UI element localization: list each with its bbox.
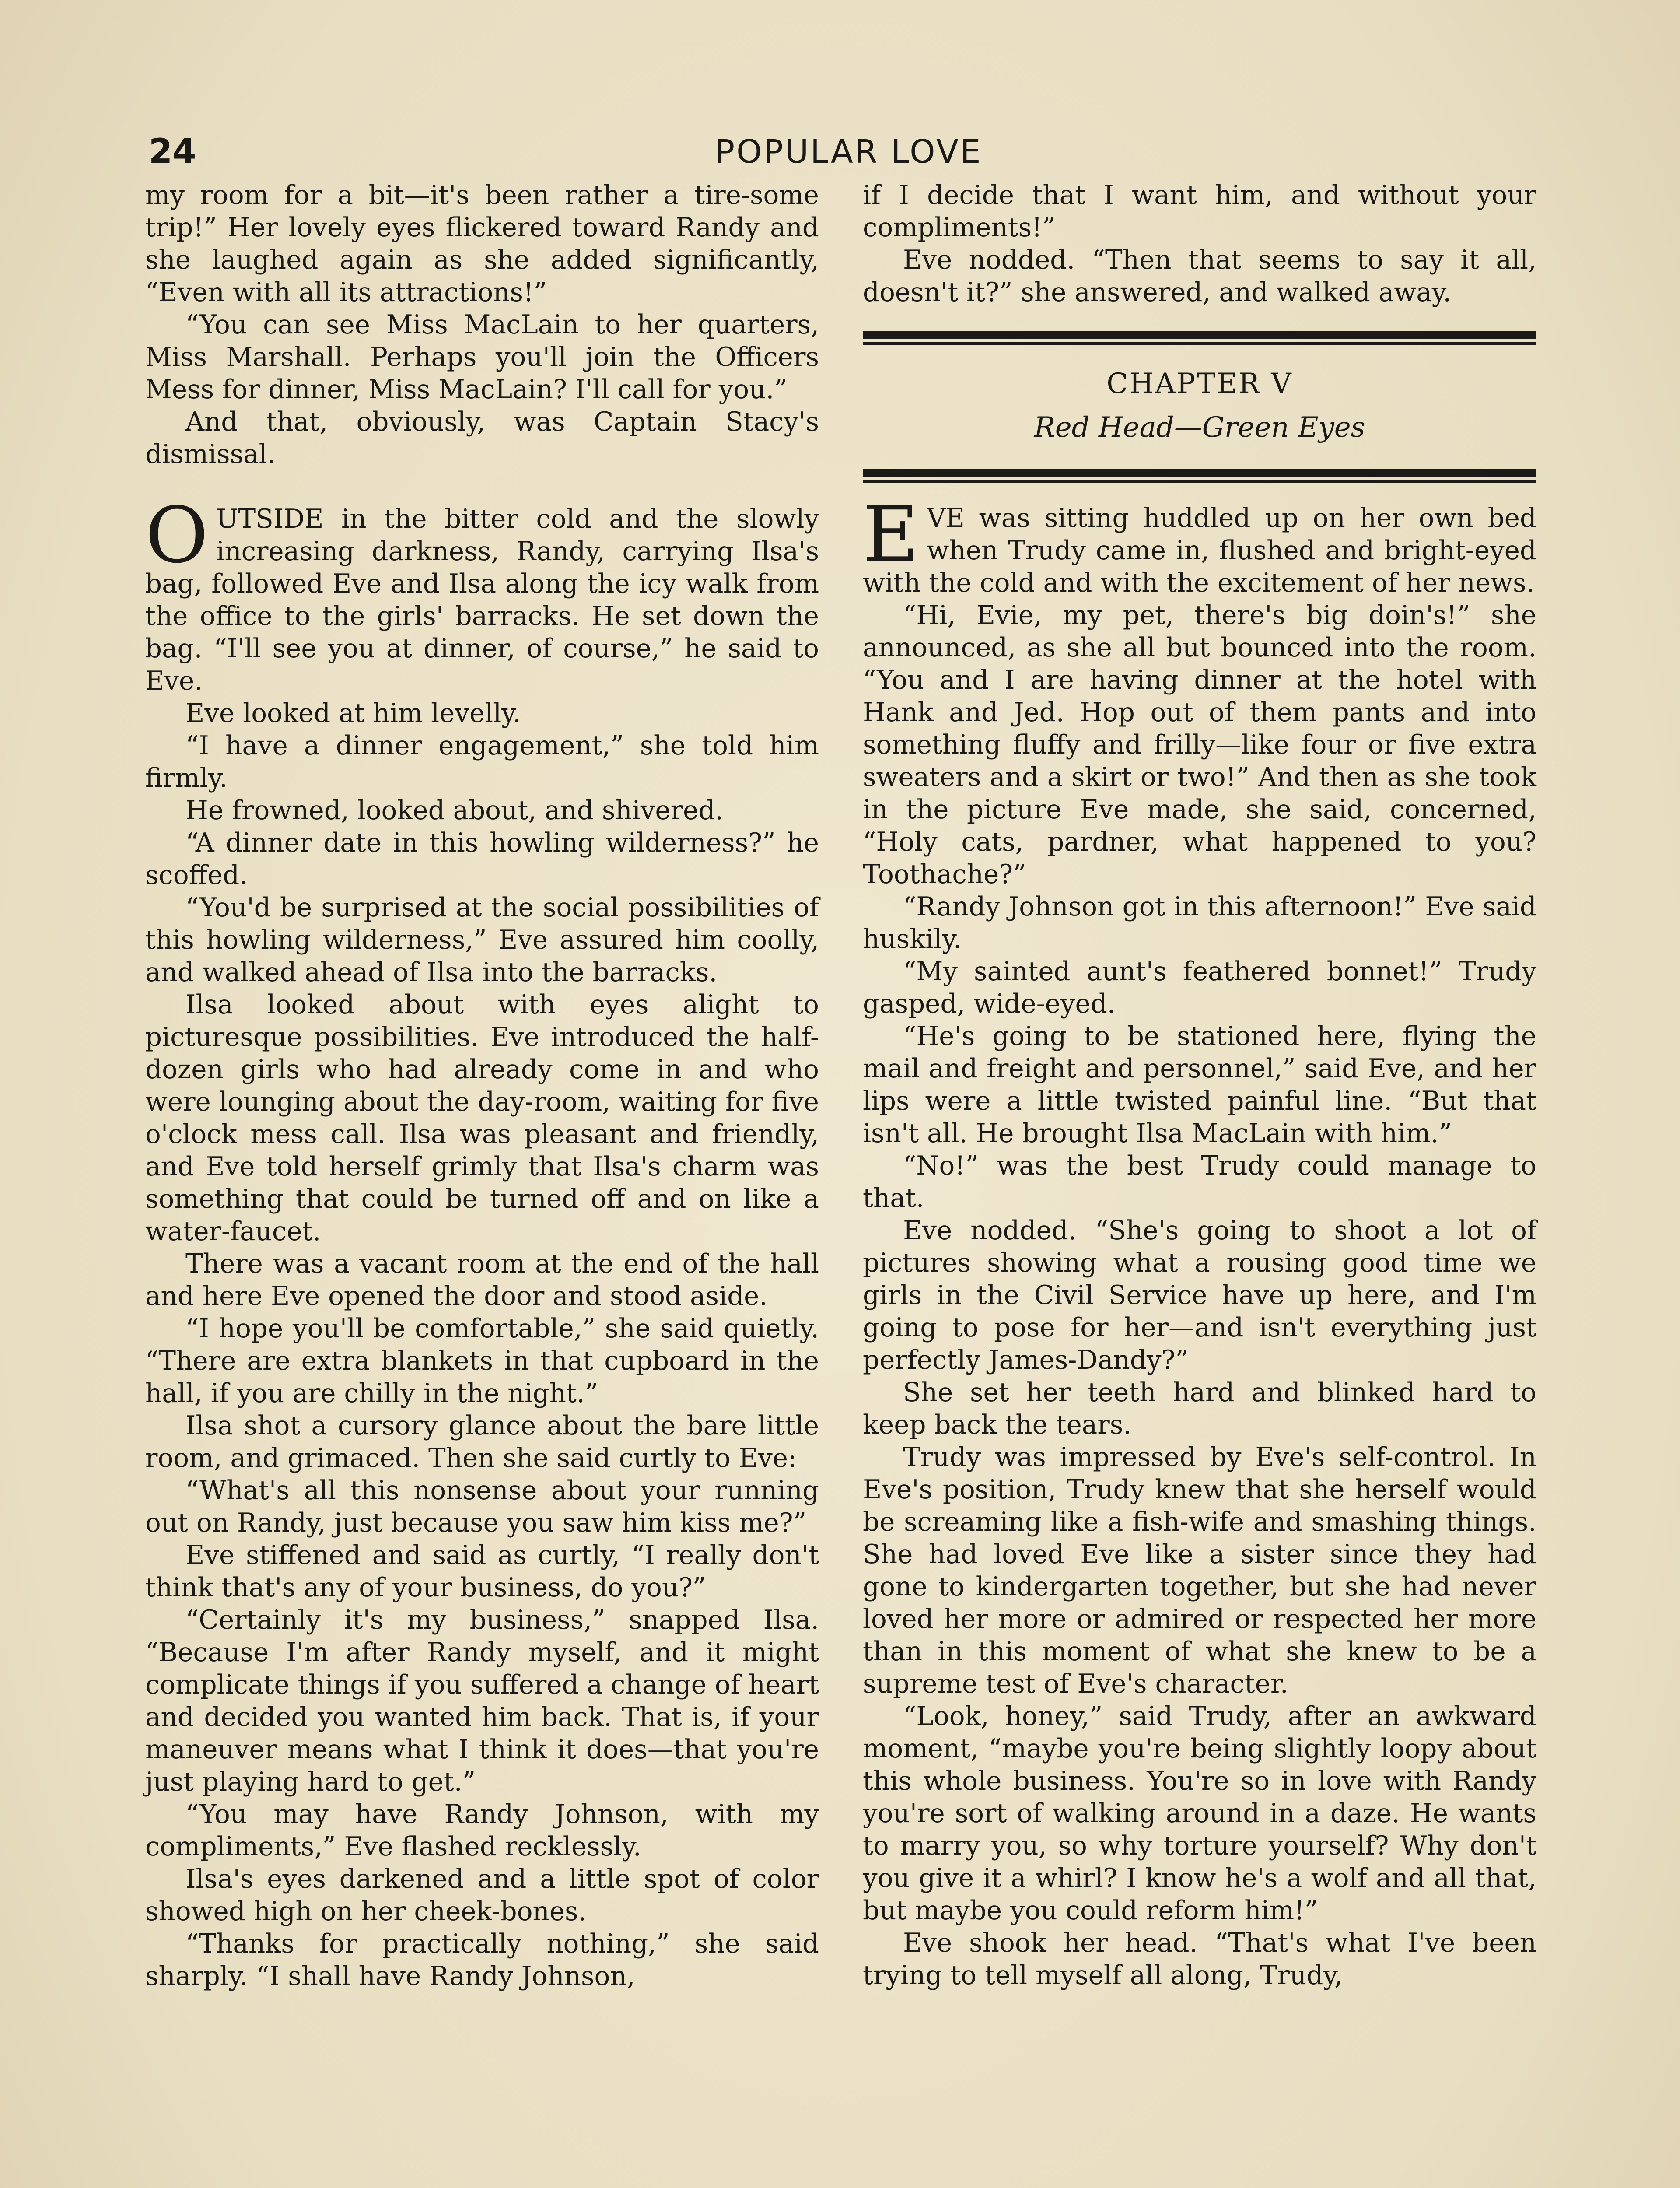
- right-column: [863, 179, 1536, 1992]
- section-opening-paragraph: [145, 491, 819, 698]
- paragraph: “What's all this nonsense about your running out on Randy, just because you saw him kiss me?”: [145, 1476, 819, 1538]
- rule-thin: [863, 480, 1536, 483]
- chapter-opening-paragraph: [863, 490, 1536, 600]
- chapter-rule-bottom: [863, 469, 1536, 485]
- paragraph: my room for a bit—it's been rather a tire-some trip!” Her lovely eyes flickered toward Randy and she laughed again as she added significantly, “Even with all its attractions!”: [145, 180, 819, 308]
- paragraph: Trudy was impressed by Eve's self-control. In Eve's position, Trudy knew that she herself would be screaming like a fish-wife and smashing things. She had loved Eve like a sister since they had gone to kindergarten together, but she had never loved her more or admired or respected her more than in this moment of what she knew to be a supreme test of Eve's character.: [863, 1442, 1536, 1699]
- paragraph: “Thanks for practically nothing,” she said sharply. “I shall have Randy Johnson,: [145, 1929, 819, 1992]
- running-head: POPULAR LOVE: [715, 133, 983, 171]
- page-header: [149, 128, 1549, 176]
- paragraph: “He's going to be stationed here, flying the mail and freight and personnel,” said Eve, and her lips were a little twisted painful line. “But that isn't all. He brought Ilsa MacLain with him.”: [863, 1021, 1536, 1149]
- chapter-subtitle: Red Head—Green Eyes: [1034, 411, 1365, 444]
- paragraph: Ilsa shot a cursory glance about the bare little room, and grimaced. Then she said curtly to Eve:: [145, 1411, 819, 1473]
- chapter-rule-top: [863, 331, 1536, 347]
- paragraph: He frowned, looked about, and shivered.: [186, 796, 724, 826]
- rule-thick: [863, 331, 1536, 339]
- chapter-title: CHAPTER V: [1106, 368, 1293, 400]
- paragraph-text: VE was sitting huddled up on her own bed when Trudy came in, flushed and bright-eyed with the cold and with the excitement of her news.: [863, 503, 1536, 598]
- paragraph: “Look, honey,” said Trudy, after an awkward moment, “maybe you're being slightly loopy about this whole business. You're so in love with Randy you're sort of walking around in a daze. He wants to marry you, so why torture yourself? Why don't you give it a whirl? I know he's a wolf and all that, but maybe you could reform him!”: [863, 1701, 1536, 1926]
- paragraph: Ilsa's eyes darkened and a little spot of color showed high on her cheek-bones.: [145, 1864, 819, 1927]
- paragraph: “Hi, Evie, my pet, there's big doin's!” she announced, as she all but bounced into the room. “You and I are having dinner at the hotel with Hank and Jed. Hop out of them pants and into something fluffy and frilly—like four or five extra sweaters and a skirt or two!” And then as she took in the picture Eve made, she said, concerned, “Holy cats, pardner, what happened to you? Toothache?”: [863, 600, 1536, 890]
- paragraph: “You may have Randy Johnson, with my compliments,” Eve flashed recklessly.: [145, 1799, 819, 1862]
- paragraph: She set her teeth hard and blinked hard to keep back the tears.: [863, 1378, 1536, 1440]
- paragraph: Eve shook her head. “That's what I've been trying to tell myself all along, Trudy,: [863, 1928, 1536, 1991]
- left-column: [145, 179, 819, 1993]
- rule-thick: [863, 469, 1536, 477]
- paragraph: “I have a dinner engagement,” she told him firmly.: [145, 731, 819, 793]
- drop-cap: E: [863, 490, 919, 579]
- paragraph: “You can see Miss MacLain to her quarters, Miss Marshall. Perhaps you'll join the Officers Mess for dinner, Miss MacLain? I'll call for you.”: [145, 310, 819, 405]
- paragraph-text: UTSIDE in the bitter cold and the slowly increasing darkness, Randy, carrying Ilsa's bag, followed Eve and Ilsa along the icy walk from the office to the girls' barracks. He set down the bag. “I'll see you at dinner, of course,” he said to Eve.: [145, 504, 819, 696]
- paragraph: “A dinner date in this howling wilderness?” he scoffed.: [145, 828, 819, 891]
- paragraph: “Randy Johnson got in this afternoon!” Eve said huskily.: [863, 892, 1536, 954]
- paragraph: “No!” was the best Trudy could manage to that.: [863, 1151, 1536, 1213]
- paragraph: “I hope you'll be comfortable,” she said quietly. “There are extra blankets in that cupboard in the hall, if you are chilly in the night.”: [145, 1314, 819, 1409]
- paragraph: “You'd be surprised at the social possibilities of this howling wilderness,” Eve assured him coolly, and walked ahead of Ilsa into the barracks.: [145, 893, 819, 988]
- paragraph: Eve stiffened and said as curtly, “I really don't think that's any of your business, do you?”: [145, 1540, 819, 1603]
- rule-thin: [863, 342, 1536, 345]
- paragraph: if I decide that I want him, and without your compliments!”: [863, 180, 1536, 243]
- drop-cap: O: [145, 491, 209, 580]
- paragraph: Eve nodded. “Then that seems to say it all, doesn't it?” she answered, and walked away.: [863, 245, 1536, 308]
- paragraph: Ilsa looked about with eyes alight to picturesque possibilities. Eve introduced the half-dozen girls who had already come in and who were lounging about the day-room, waiting for five o'clock mess call. Ilsa was pleasant and friendly, and Eve told herself grimly that Ilsa's charm was something that could be turned off and on like a water-faucet.: [145, 990, 819, 1247]
- paragraph: “Certainly it's my business,” snapped Ilsa. “Because I'm after Randy myself, and it might complicate things if you suffered a change of heart and decided you wanted him back. That is, if your maneuver means what I think it does—that you're just playing hard to get.”: [145, 1605, 819, 1797]
- paragraph: There was a vacant room at the end of the hall and here Eve opened the door and stood aside.: [145, 1249, 819, 1311]
- paragraph: Eve looked at him levelly.: [186, 698, 521, 729]
- page-number: 24: [149, 132, 196, 172]
- paragraph: Eve nodded. “She's going to shoot a lot of pictures showing what a rousing good time we girls in the Civil Service have up here, and I'm going to pose for her—and isn't everything just perfectly James-Dandy?”: [863, 1216, 1536, 1375]
- paragraph: “My sainted aunt's feathered bonnet!” Trudy gasped, wide-eyed.: [863, 957, 1536, 1019]
- paragraph: And that, obviously, was Captain Stacy's dismissal.: [145, 407, 819, 470]
